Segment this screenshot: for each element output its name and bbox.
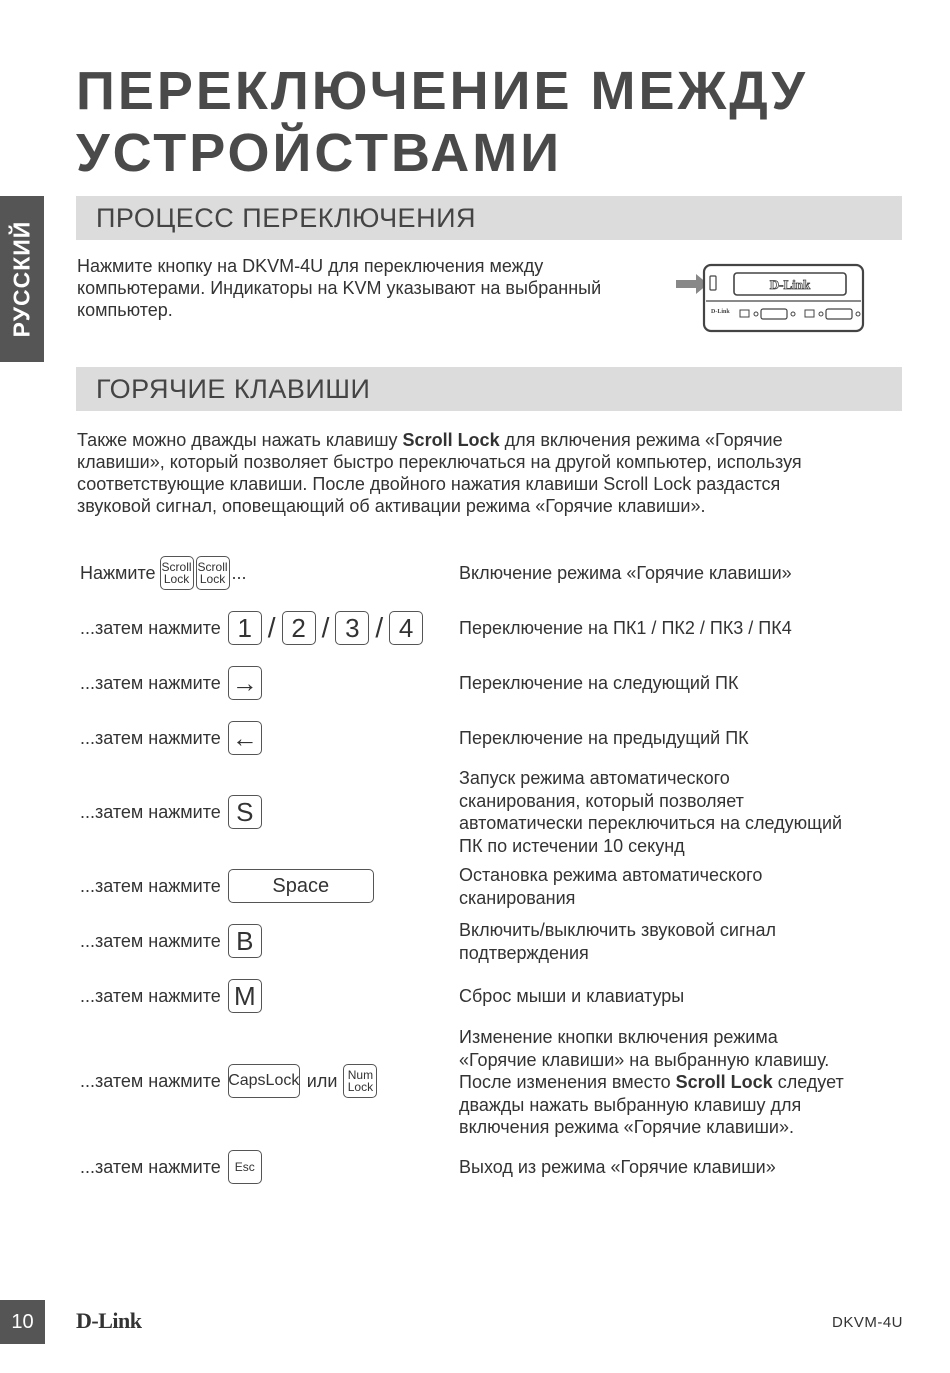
switching-line: компьютерами. Индикаторы на KVM указывают на выбранный [77,278,602,298]
intro-line: соответствующие клавиши. После двойного нажатия клавиши Scroll Lock раздастся [77,474,781,494]
dlink-logo: D-Link [76,1308,142,1333]
hotkey-description: Выход из режима «Горячие клавиши» [459,1157,776,1177]
then-press-label: ...затем нажмите [80,801,221,822]
hotkey-description: Переключение на предыдущий ПК [459,728,749,748]
hotkey-description: Запуск режима автоматического сканирования, который позволяет автоматически переключиться на следующий ПК по истечении 10 секунд [459,768,843,856]
hotkey-description: Изменение кнопки включения режима «Горячие клавиши» на выбранную клавишу. После изменения вместо Scroll Lock следует дважды нажать выбранную клавишу для включения режима «Горячие клавиши». [459,1027,844,1137]
key-2: 2 [282,611,316,645]
kvm-device-illustration [674,262,868,336]
language-side-tab [0,196,44,362]
key-4: 4 [389,611,423,645]
right-arrow-key: → [228,666,262,700]
hotkey-description: Включить/выключить звуковой сигнал подтверждения [459,920,776,963]
scroll-lock-emphasis: Scroll Lock [402,430,500,450]
language-label: РУССКИЙ [8,220,35,338]
esc-key: Esc [228,1150,262,1184]
scroll-lock-key: Scroll Lock [196,556,230,590]
then-press-label: ...затем нажмите [80,930,221,951]
intro-line: звуковой сигнал, оповещающий об активации режима «Горячие клавиши». [77,496,706,516]
scroll-lock-emphasis: Scroll Lock [675,1072,773,1092]
switching-paragraph [77,255,601,321]
then-press-label: ...затем нажмите [80,1070,221,1091]
or-label: или [306,1070,338,1091]
m-key: M [228,979,262,1013]
device-logo: D-Link [769,277,811,292]
s-key: S [228,795,262,829]
capslock-key: CapsLock [228,1064,300,1098]
then-press-label: ...затем нажмите [80,617,221,638]
then-press-label: ...затем нажмите [80,985,221,1006]
hotkey-description: Сброс мыши и клавиатуры [459,986,685,1006]
page-title-line2: УСТРОЙСТВАМИ [76,123,563,183]
model-name: DKVM-4U [831,1314,903,1331]
slash-separator: / [321,612,330,643]
page-title [76,60,808,184]
section-heading-hotkeys: ГОРЯЧИЕ КЛАВИШИ [76,367,902,411]
switching-line: Нажмите кнопку на DKVM-4U для переключения между [77,256,544,276]
scroll-lock-key: Scroll Lock [160,556,194,590]
hotkey-description: Переключение на ПК1 / ПК2 / ПК3 / ПК4 [459,618,792,638]
left-arrow-key: ← [228,721,262,755]
hotkey-description: Остановка режима автоматического сканирования [459,865,763,908]
key-3: 3 [335,611,369,645]
then-press-label: ...затем нажмите [80,672,221,693]
hotkeys-intro-paragraph [77,429,802,517]
b-key: B [228,924,262,958]
then-press-label: ...затем нажмите [80,727,221,748]
press-label: Нажмите [80,562,156,583]
switching-line: компьютер. [77,300,173,320]
then-press-label: ...затем нажмите [80,1156,221,1177]
key-1: 1 [228,611,262,645]
slash-separator: / [375,612,384,643]
space-key: Space [228,869,374,903]
svg-text:D-Link: D-Link [711,309,730,315]
hotkey-description: Переключение на следующий ПК [459,673,739,693]
then-press-label: ...затем нажмите [80,875,221,896]
page-number: 10 [0,1300,45,1344]
num-lock-key: Num Lock [343,1064,377,1098]
intro-line: клавиши», который позволяет быстро переключаться на другой компьютер, используя [77,452,802,472]
page-title-line1: ПЕРЕКЛЮЧЕНИЕ МЕЖДУ [76,61,809,121]
ellipsis: ... [231,562,247,583]
intro-line: Также можно дважды нажать клавишу Scroll Lock для включения режима «Горячие [77,430,783,450]
slash-separator: / [267,612,276,643]
section-heading-switching: ПРОЦЕСС ПЕРЕКЛЮЧЕНИЯ [76,196,902,240]
hotkey-description: Включение режима «Горячие клавиши» [459,563,792,583]
